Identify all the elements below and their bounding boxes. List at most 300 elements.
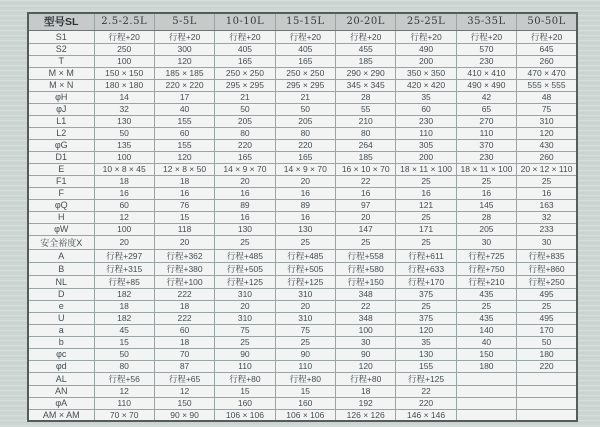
row-label: φJ (28, 103, 94, 115)
cell: 16 (154, 187, 214, 199)
cell: 490 (396, 43, 456, 55)
cell: 220 (215, 139, 275, 151)
cell: 21 (275, 91, 335, 103)
cell: 行程+725 (456, 249, 516, 262)
cell: 行程+125 (396, 372, 456, 385)
cell: 15 (154, 211, 214, 223)
table-row (28, 103, 577, 115)
cell: 220 (396, 397, 456, 409)
cell: 60 (154, 127, 214, 139)
cell: 210 (336, 115, 396, 127)
table-row (28, 43, 577, 55)
table-row (28, 235, 577, 249)
cell: 45 (94, 324, 154, 336)
cell: 行程+20 (94, 30, 154, 43)
cell: 行程+125 (215, 275, 275, 288)
cell: 行程+485 (275, 249, 335, 262)
row-label: φc (28, 348, 94, 360)
cell: 65 (456, 103, 516, 115)
cell: 行程+580 (336, 262, 396, 275)
cell: 90 (275, 348, 335, 360)
row-label: NL (28, 275, 94, 288)
cell: 25 (336, 235, 396, 249)
cell: 106 × 106 (215, 409, 275, 421)
table-row (28, 372, 577, 385)
cell: 130 (396, 348, 456, 360)
cell: 25 (456, 175, 516, 187)
cell: 行程+20 (396, 30, 456, 43)
cell: 222 (154, 288, 214, 300)
table-row (28, 55, 577, 67)
cell: 75 (275, 324, 335, 336)
cell: 行程+100 (154, 275, 214, 288)
cell: 12 (94, 385, 154, 397)
cell: 18 (94, 175, 154, 187)
cell: 25 (456, 300, 516, 312)
column-header: 35-35L (456, 13, 516, 30)
row-label: A (28, 249, 94, 262)
table-row (28, 127, 577, 139)
cell: 25 (396, 211, 456, 223)
cell: 185 (336, 151, 396, 163)
cell: 260 (517, 151, 577, 163)
cell: 150 × 150 (94, 67, 154, 79)
cell: 345 × 345 (336, 79, 396, 91)
cell: 行程+362 (154, 249, 214, 262)
cell (456, 397, 516, 409)
cell: 350 × 350 (396, 67, 456, 79)
cell: 50 (275, 103, 335, 115)
cell: 170 (517, 324, 577, 336)
cell: 80 (215, 127, 275, 139)
cell: 16 × 10 × 70 (336, 163, 396, 175)
table-row (28, 249, 577, 262)
cell: 21 (215, 91, 275, 103)
cell: 150 (154, 397, 214, 409)
cell: 60 (94, 199, 154, 211)
cell: 12 × 8 × 50 (154, 163, 214, 175)
cell: 20 × 12 × 110 (517, 163, 577, 175)
cell: 160 (275, 397, 335, 409)
cell: 16 (336, 187, 396, 199)
cell: 80 (336, 127, 396, 139)
cell: 205 (275, 115, 335, 127)
cell: 155 (154, 115, 214, 127)
cell: 150 (456, 348, 516, 360)
cell: 570 (456, 43, 516, 55)
cell: 行程+297 (94, 249, 154, 262)
cell: 310 (215, 312, 275, 324)
row-label: AL (28, 372, 94, 385)
cell: 行程+315 (94, 262, 154, 275)
cell: 12 (94, 211, 154, 223)
cell: 300 (154, 43, 214, 55)
row-label: φQ (28, 199, 94, 211)
column-header: 15-15L (275, 13, 335, 30)
cell: 375 (396, 312, 456, 324)
cell: 76 (154, 199, 214, 211)
cell: 495 (517, 312, 577, 324)
cell: 220 × 220 (154, 79, 214, 91)
table-row (28, 139, 577, 151)
cell: 645 (517, 43, 577, 55)
cell: 14 × 9 × 70 (215, 163, 275, 175)
cell: 行程+65 (154, 372, 214, 385)
cell: 50 (94, 348, 154, 360)
cell: 305 (396, 139, 456, 151)
cell: 310 (275, 312, 335, 324)
cell: 230 (396, 115, 456, 127)
table-row (28, 30, 577, 43)
table-row (28, 288, 577, 300)
cell: 16 (275, 187, 335, 199)
table-row (28, 360, 577, 372)
cell: 75 (517, 103, 577, 115)
row-label: L2 (28, 127, 94, 139)
table-row (28, 199, 577, 211)
row-label: φA (28, 397, 94, 409)
cell: 222 (154, 312, 214, 324)
cell: 490 × 490 (456, 79, 516, 91)
cell: 163 (517, 199, 577, 211)
cell: 310 (215, 288, 275, 300)
row-label: a (28, 324, 94, 336)
cell: 145 (456, 199, 516, 211)
cell: 行程+20 (336, 30, 396, 43)
cell: 50 (215, 103, 275, 115)
cell: 行程+20 (215, 30, 275, 43)
cell: 18 × 11 × 100 (396, 163, 456, 175)
cell: 100 (94, 151, 154, 163)
cell: 100 (336, 324, 396, 336)
cell (517, 385, 577, 397)
table-row (28, 262, 577, 275)
cell: 25 (517, 300, 577, 312)
cell: 16 (396, 187, 456, 199)
cell: 14 (94, 91, 154, 103)
cell: 120 (396, 324, 456, 336)
cell: 146 × 146 (396, 409, 456, 421)
cell: 行程+250 (517, 275, 577, 288)
cell: 20 (215, 300, 275, 312)
row-label: AN (28, 385, 94, 397)
cell: 121 (396, 199, 456, 211)
cell: 行程+505 (275, 262, 335, 275)
table-row (28, 312, 577, 324)
cell: 行程+20 (154, 30, 214, 43)
cell: 410 × 410 (456, 67, 516, 79)
row-label: φG (28, 139, 94, 151)
cell: 25 (275, 235, 335, 249)
cell: 40 (154, 103, 214, 115)
table-row (28, 336, 577, 348)
row-label: T (28, 55, 94, 67)
cell: 18 × 11 × 100 (456, 163, 516, 175)
row-label: B (28, 262, 94, 275)
table-row (28, 67, 577, 79)
cell: 55 (336, 103, 396, 115)
cell: 32 (517, 211, 577, 223)
table-row (28, 275, 577, 288)
cell: 165 (275, 151, 335, 163)
table-row (28, 91, 577, 103)
cell (517, 409, 577, 421)
row-label: E (28, 163, 94, 175)
row-label: D1 (28, 151, 94, 163)
cell: 140 (456, 324, 516, 336)
row-label: S1 (28, 30, 94, 43)
cell: 192 (336, 397, 396, 409)
cell: 100 (94, 55, 154, 67)
cell: 430 (517, 139, 577, 151)
cell: 110 (94, 397, 154, 409)
cell: 16 (275, 211, 335, 223)
cell: 455 (336, 43, 396, 55)
cell: 28 (456, 211, 516, 223)
cell: 16 (215, 211, 275, 223)
cell: 10 × 8 × 45 (94, 163, 154, 175)
cell: 89 (275, 199, 335, 211)
cell: 25 (396, 300, 456, 312)
cell: 185 × 185 (154, 67, 214, 79)
cell: 310 (275, 288, 335, 300)
cell: 20 (275, 300, 335, 312)
cell: 130 (275, 223, 335, 235)
cell: 135 (94, 139, 154, 151)
cell: 50 (517, 336, 577, 348)
cell: 185 (336, 55, 396, 67)
cell: 230 (456, 151, 516, 163)
cell: 行程+20 (517, 30, 577, 43)
cell: 70 × 70 (94, 409, 154, 421)
cell (456, 385, 516, 397)
cell: 80 (94, 360, 154, 372)
cell: 行程+80 (215, 372, 275, 385)
cell: 16 (517, 187, 577, 199)
cell: 18 (154, 175, 214, 187)
cell: 20 (336, 211, 396, 223)
cell: 行程+56 (94, 372, 154, 385)
cell: 110 (215, 360, 275, 372)
row-label: b (28, 336, 94, 348)
cell: 20 (94, 235, 154, 249)
cell: 18 (154, 336, 214, 348)
cell (517, 397, 577, 409)
row-label: e (28, 300, 94, 312)
cell: 42 (456, 91, 516, 103)
cell: 160 (215, 397, 275, 409)
cell: 25 (215, 235, 275, 249)
column-header: 10-10L (215, 13, 275, 30)
cell: 行程+558 (336, 249, 396, 262)
cell: 260 (517, 55, 577, 67)
cell: 165 (215, 151, 275, 163)
cell: 行程+80 (336, 372, 396, 385)
cell: 290 × 290 (336, 67, 396, 79)
cell: 89 (215, 199, 275, 211)
cell: 90 (336, 348, 396, 360)
cell: 555 × 555 (517, 79, 577, 91)
cell: 348 (336, 288, 396, 300)
cell: 182 (94, 312, 154, 324)
table-row (28, 223, 577, 235)
cell: 90 × 90 (154, 409, 214, 421)
cell (456, 409, 516, 421)
cell: 180 × 180 (94, 79, 154, 91)
cell: 130 (215, 223, 275, 235)
cell: 348 (336, 312, 396, 324)
table-row (28, 79, 577, 91)
cell: 18 (336, 385, 396, 397)
cell: 12 (154, 385, 214, 397)
row-label: H (28, 211, 94, 223)
cell: 295 × 295 (215, 79, 275, 91)
cell: 295 × 295 (275, 79, 335, 91)
cell: 405 (215, 43, 275, 55)
cell: 32 (94, 103, 154, 115)
cell: 20 (154, 235, 214, 249)
table-row (28, 175, 577, 187)
table-row (28, 300, 577, 312)
cell: 行程+611 (396, 249, 456, 262)
cell: 97 (336, 199, 396, 211)
cell: 16 (215, 187, 275, 199)
cell: 17 (154, 91, 214, 103)
cell: 250 × 250 (215, 67, 275, 79)
cell: 470 × 470 (517, 67, 577, 79)
cell: 310 (517, 115, 577, 127)
table-header (28, 13, 577, 30)
cell: 220 (517, 360, 577, 372)
cell: 行程+150 (336, 275, 396, 288)
row-label: φd (28, 360, 94, 372)
cell: 106 × 106 (275, 409, 335, 421)
cell: 130 (94, 115, 154, 127)
cell: 120 (154, 151, 214, 163)
table-body (28, 30, 577, 421)
cell: 行程+20 (456, 30, 516, 43)
cell: 182 (94, 288, 154, 300)
cell: 行程+485 (215, 249, 275, 262)
cell: 行程+125 (275, 275, 335, 288)
cell: 180 (517, 348, 577, 360)
cell: 25 (517, 175, 577, 187)
cell: 200 (396, 151, 456, 163)
column-header: 5-5L (154, 13, 214, 30)
cell: 行程+85 (94, 275, 154, 288)
cell: 200 (396, 55, 456, 67)
cell: 90 (215, 348, 275, 360)
cell: 18 (154, 300, 214, 312)
cell: 行程+80 (275, 372, 335, 385)
table-row (28, 211, 577, 223)
cell: 40 (456, 336, 516, 348)
cell: 22 (396, 385, 456, 397)
cell: 60 (396, 103, 456, 115)
cell: 20 (215, 175, 275, 187)
cell: 70 (154, 348, 214, 360)
cell: 25 (396, 235, 456, 249)
cell: 20 (275, 175, 335, 187)
cell: 120 (154, 55, 214, 67)
cell: 120 (336, 360, 396, 372)
table-row (28, 163, 577, 175)
row-label: φH (28, 91, 94, 103)
cell: 16 (456, 187, 516, 199)
cell: 25 (396, 175, 456, 187)
cell: 495 (517, 288, 577, 300)
row-label: 安全裕度X (28, 235, 94, 249)
cell: 126 × 126 (336, 409, 396, 421)
cell: 370 (456, 139, 516, 151)
row-label: φW (28, 223, 94, 235)
cell: 147 (336, 223, 396, 235)
cell: 233 (517, 223, 577, 235)
table-row (28, 409, 577, 421)
column-header: 2.5-2.5L (94, 13, 154, 30)
row-label: F (28, 187, 94, 199)
cell: 行程+210 (456, 275, 516, 288)
header-row (28, 13, 577, 30)
cell: 230 (456, 55, 516, 67)
column-header: 50-50L (517, 13, 577, 30)
cell: 25 (215, 336, 275, 348)
row-label: F1 (28, 175, 94, 187)
cell: 171 (396, 223, 456, 235)
cell: 165 (215, 55, 275, 67)
cell: 110 (275, 360, 335, 372)
cell: 行程+860 (517, 262, 577, 275)
row-label: S2 (28, 43, 94, 55)
cell: 60 (154, 324, 214, 336)
cell: 行程+633 (396, 262, 456, 275)
cell: 22 (336, 175, 396, 187)
cell: 420 × 420 (396, 79, 456, 91)
cell: 22 (336, 300, 396, 312)
cell: 行程+750 (456, 262, 516, 275)
cell: 15 (215, 385, 275, 397)
cell: 35 (396, 91, 456, 103)
column-header: 20-20L (336, 13, 396, 30)
column-header: 25-25L (396, 13, 456, 30)
cell (517, 372, 577, 385)
cell: 30 (517, 235, 577, 249)
cell: 120 (517, 127, 577, 139)
cell: 15 (275, 385, 335, 397)
row-label: M × M (28, 67, 94, 79)
cell: 48 (517, 91, 577, 103)
cell: 16 (94, 187, 154, 199)
cell: 375 (396, 288, 456, 300)
cell: 28 (336, 91, 396, 103)
cell: 30 (456, 235, 516, 249)
cell: 行程+505 (215, 262, 275, 275)
cell: 110 (456, 127, 516, 139)
cell: 25 (275, 336, 335, 348)
cell: 155 (154, 139, 214, 151)
row-label: M × N (28, 79, 94, 91)
cell: 165 (275, 55, 335, 67)
row-label: AM × AM (28, 409, 94, 421)
row-label: L1 (28, 115, 94, 127)
table-row (28, 397, 577, 409)
cell: 205 (456, 223, 516, 235)
cell: 270 (456, 115, 516, 127)
cell: 205 (215, 115, 275, 127)
cell: 行程+380 (154, 262, 214, 275)
cell: 75 (215, 324, 275, 336)
cell: 行程+170 (396, 275, 456, 288)
